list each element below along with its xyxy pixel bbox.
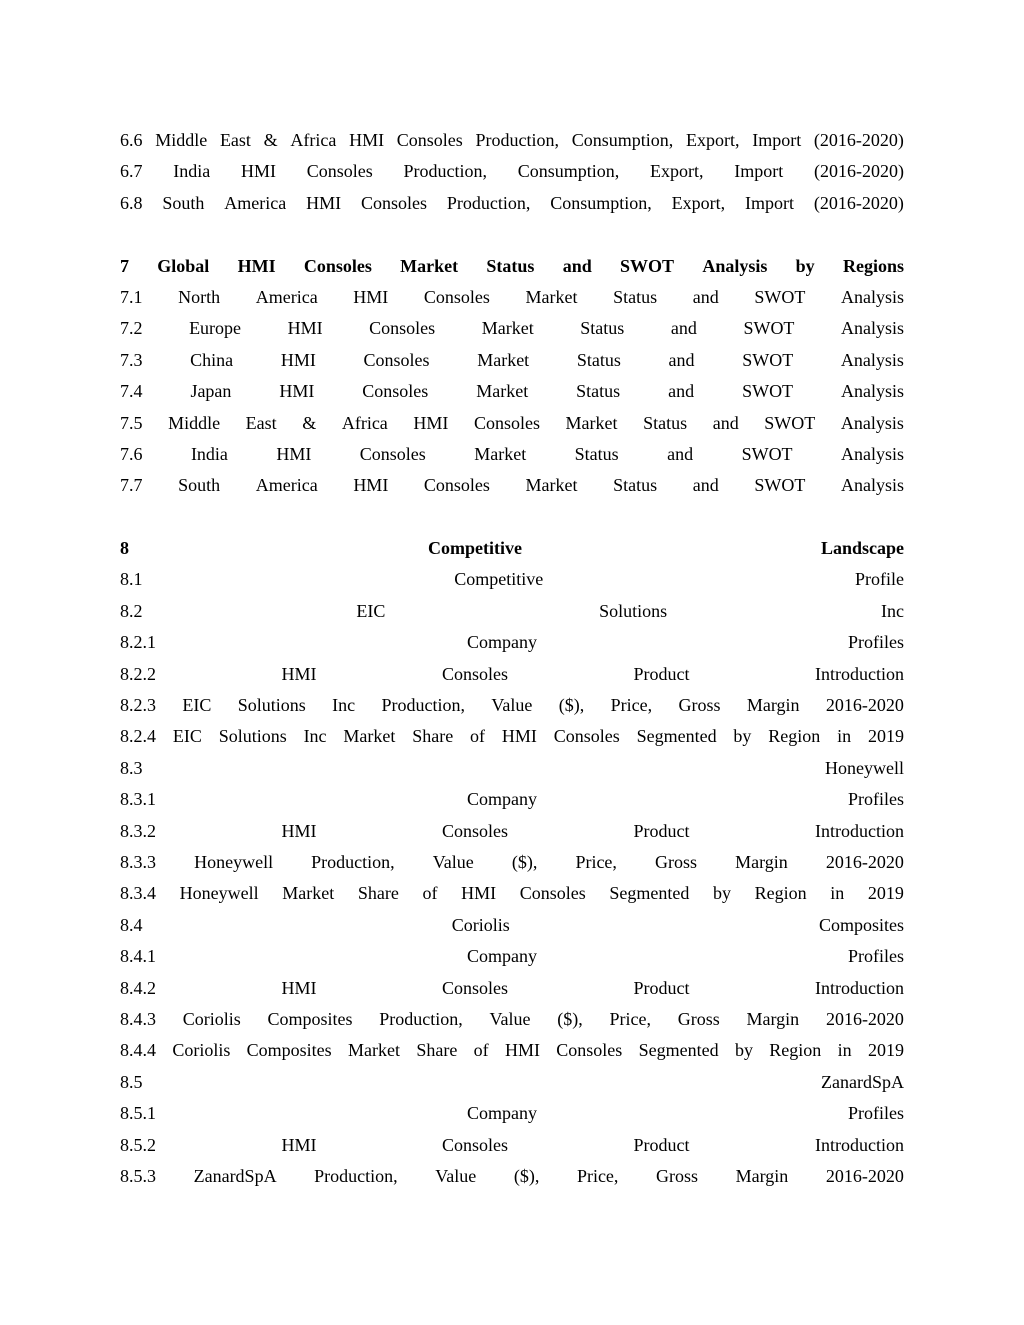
word: Consoles [553,726,620,747]
toc-entry [120,1004,904,1035]
word: HMI [306,192,342,213]
word: (2016-2020) [813,192,904,213]
word: Company [467,1103,537,1124]
word: & [263,130,278,150]
word: Inc [881,600,904,621]
word: HMI [504,1040,540,1061]
word: Inc [303,726,327,747]
word: HMI [413,412,449,433]
word: Global [157,255,210,276]
word: Consoles [556,1040,623,1061]
word: 8.1 [120,569,143,590]
word: 7.3 [120,349,143,370]
word: Composites [246,1040,332,1061]
section-heading [120,251,904,282]
word: (2016-2020) [813,130,904,150]
word: Consumption, [550,192,652,213]
word: Introduction [815,1134,904,1155]
word: America [255,286,318,307]
word: Consoles [369,318,436,339]
word: Price, [576,1165,619,1186]
word: 7.2 [120,318,143,339]
word: Gross [655,851,698,872]
word: Margin [735,1165,789,1186]
word: HMI [287,318,323,339]
word: 8.4 [120,914,143,935]
word: North [178,286,221,307]
word: Consoles [423,475,490,496]
word: Company [467,632,537,653]
word: ZanardSpA [193,1165,277,1186]
word: Region [769,1040,822,1061]
word: Region [754,883,807,904]
word: HMI [461,883,497,904]
word: Status [613,475,658,496]
word: Profiles [848,632,904,653]
word: Japan [190,381,232,402]
word: America [224,192,287,213]
word: SWOT [741,443,793,464]
word: Honeywell [194,851,274,872]
word: 2016-2020 [825,695,904,716]
word: Composites [818,914,904,935]
word: Import [734,161,784,182]
word: 7.7 [120,475,143,496]
word: Consoles [423,286,490,307]
toc-entry [120,973,904,1004]
toc-entry [120,1130,904,1161]
word: by [795,255,815,276]
word: HMI [353,286,389,307]
word: Consoles [360,192,427,213]
word: Margin [746,695,800,716]
word: 8 [120,538,129,559]
word: by [734,1040,753,1061]
word: 7 [120,255,129,276]
word: Introduction [815,663,904,684]
toc-entry [120,784,904,815]
toc-entry [120,313,904,344]
word: by [712,883,731,904]
word: India [173,161,211,182]
word: Gross [678,695,721,716]
word: Status [576,349,621,370]
word: Analysis [840,349,904,370]
word: SWOT [742,381,794,402]
word: SWOT [754,475,806,496]
word: Export, [685,130,740,150]
word: Europe [189,318,242,339]
word: Margin [735,851,788,872]
word: Value [435,1165,477,1186]
word: Africa [341,412,388,433]
word: Production, [314,1165,398,1186]
word: Profiles [848,946,904,967]
toc-entry [120,345,904,376]
word: Segmented [609,883,690,904]
word: EIC [172,726,202,747]
word: SWOT [743,318,795,339]
word: 8.2.1 [120,632,156,653]
word: of [422,883,438,904]
word: 8.5 [120,1071,143,1092]
word: Market [477,349,530,370]
word: 6.6 [120,130,143,150]
toc-entry [120,690,904,721]
word: 8.2.4 [120,726,156,747]
word: HMI [281,663,317,684]
toc-entry [120,627,904,658]
word: HMI [349,130,385,150]
word: 8.3 [120,757,143,778]
blank-line [120,502,904,533]
word: Share [416,1040,458,1061]
word: Production, [311,851,395,872]
toc-entry [120,282,904,313]
word: Status [486,255,535,276]
word: Market [481,318,534,339]
word: 8.2 [120,600,143,621]
word: Consumption, [517,161,620,182]
word: Price, [575,851,617,872]
word: Coriolis [182,1008,241,1029]
word: Consoles [363,349,430,370]
word: Solutions [237,695,306,716]
toc-entry [120,156,904,187]
blank-line [120,219,904,250]
word: SWOT [764,412,816,433]
word: of [473,1040,489,1061]
word: ($), [557,1008,583,1029]
word: Import [745,192,795,213]
word: and [670,318,697,339]
word: Production, [403,161,487,182]
word: Market [348,1040,400,1061]
word: East [219,130,251,150]
word: Analysis [840,286,904,307]
word: Market [525,475,578,496]
word: Honeywell [825,757,904,778]
word: 8.4.4 [120,1040,156,1061]
word: Product [633,820,690,841]
word: in [837,1040,852,1061]
toc-entry [120,596,904,627]
word: Value [491,695,533,716]
word: Consoles [519,883,586,904]
word: Value [432,851,474,872]
word: & [302,412,317,433]
section-heading [120,533,904,564]
word: 7.4 [120,381,143,402]
word: EIC [356,600,386,621]
word: 8.2.3 [120,695,156,716]
word: Product [633,977,690,998]
word: and [667,443,694,464]
word: Consoles [303,255,372,276]
word: 2016-2020 [825,851,904,872]
word: Market [400,255,459,276]
word: Consoles [359,443,426,464]
toc-entry [120,564,904,595]
word: 6.8 [120,192,143,213]
word: Region [768,726,821,747]
word: Consoles [442,977,509,998]
word: Analysis [841,381,904,402]
word: Export, [650,161,704,182]
word: HMI [240,161,276,182]
word: in [830,883,845,904]
word: Status [576,381,621,402]
word: ($), [513,1165,540,1186]
word: Coriolis [172,1040,231,1061]
word: Production, [475,130,560,150]
word: Consoles [362,381,429,402]
toc-entry [120,1067,904,1098]
word: ($), [558,695,585,716]
word: Honeywell [179,883,259,904]
toc-entry [120,878,904,909]
word: Analysis [840,475,904,496]
word: Analysis [841,318,904,339]
word: Landscape [820,538,904,559]
word: HMI [276,443,312,464]
word: 8.4.1 [120,946,156,967]
word: HMI [281,1134,317,1155]
word: and [668,349,695,370]
word: Introduction [815,820,904,841]
word: 8.3.2 [120,820,156,841]
word: 7.5 [120,412,143,433]
word: ZanardSpA [821,1071,904,1092]
word: Market [565,412,618,433]
toc-entry [120,659,904,690]
word: America [255,475,318,496]
word: 8.3.4 [120,883,156,904]
word: Price, [609,1008,651,1029]
word: Middle [168,412,221,433]
toc-entry [120,470,904,501]
word: HMI [280,349,316,370]
word: Profiles [848,1103,904,1124]
toc-entry [120,439,904,470]
word: 8.2.2 [120,663,156,684]
word: Export, [671,192,726,213]
word: 7.6 [120,443,143,464]
toc-entry [120,188,904,219]
word: 8.5.1 [120,1103,156,1124]
word: Price, [610,695,653,716]
word: Competitive [427,538,522,559]
word: South [178,475,221,496]
word: 8.5.2 [120,1134,156,1155]
word: Consoles [442,820,509,841]
word: Consoles [396,130,463,150]
word: Competitive [454,569,544,590]
word: Production, [379,1008,463,1029]
word: Segmented [638,1040,719,1061]
word: and [712,412,739,433]
toc-entry [120,1035,904,1066]
word: Import [752,130,802,150]
word: 8.3.3 [120,851,156,872]
word: and [668,381,695,402]
word: Market [525,286,578,307]
word: Status [580,318,625,339]
word: 2016-2020 [825,1008,904,1029]
toc-entry [120,910,904,941]
word: Product [633,1134,690,1155]
word: 2019 [867,883,904,904]
word: 2019 [867,1040,904,1061]
word: East [245,412,277,433]
word: by [733,726,752,747]
word: Status [643,412,688,433]
word: HMI [281,977,317,998]
toc-entry [120,847,904,878]
toc-entry [120,721,904,752]
word: SWOT [742,349,794,370]
word: 8.3.1 [120,789,156,810]
word: Analysis [702,255,768,276]
toc-entry [120,125,904,156]
word: Consoles [306,161,373,182]
word: Market [282,883,335,904]
word: Analysis [841,443,904,464]
word: 7.1 [120,286,143,307]
toc-entry [120,1098,904,1129]
word: 8.4.2 [120,977,156,998]
word: 8.4.3 [120,1008,156,1029]
table-of-contents [120,125,904,1192]
word: Composites [267,1008,353,1029]
word: (2016-2020) [814,161,904,182]
word: Margin [746,1008,800,1029]
word: Gross [677,1008,720,1029]
word: Status [613,286,658,307]
word: Market [474,443,527,464]
word: China [190,349,234,370]
word: Profile [855,569,904,590]
word: of [470,726,486,747]
word: Solutions [218,726,287,747]
word: Segmented [636,726,717,747]
word: Share [412,726,454,747]
word: HMI [237,255,276,276]
word: 6.7 [120,161,143,182]
word: Africa [290,130,337,150]
word: SWOT [620,255,675,276]
word: and [692,286,719,307]
word: Consoles [473,412,540,433]
word: Solutions [599,600,668,621]
word: Product [633,663,690,684]
toc-entry [120,1161,904,1192]
word: Consumption, [571,130,674,150]
word: Analysis [840,412,904,433]
word: Profiles [848,789,904,810]
toc-entry [120,941,904,972]
word: Middle [155,130,208,150]
word: Regions [842,255,904,276]
word: in [837,726,852,747]
word: SWOT [754,286,806,307]
word: Gross [656,1165,699,1186]
word: Value [489,1008,531,1029]
word: Status [574,443,619,464]
toc-entry [120,408,904,439]
word: Production, [381,695,466,716]
word: HMI [281,820,317,841]
word: 2016-2020 [825,1165,904,1186]
word: Share [357,883,399,904]
word: Coriolis [451,914,510,935]
word: South [162,192,205,213]
toc-entry [120,376,904,407]
word: India [190,443,228,464]
word: HMI [279,381,315,402]
word: 2019 [867,726,904,747]
word: Consoles [442,663,509,684]
toc-entry [120,816,904,847]
word: Company [467,789,537,810]
word: Market [476,381,529,402]
word: Company [467,946,537,967]
word: Inc [332,695,356,716]
word: Introduction [815,977,904,998]
word: and [562,255,592,276]
word: and [692,475,719,496]
word: HMI [353,475,389,496]
word: Consoles [442,1134,509,1155]
word: 8.5.3 [120,1165,156,1186]
toc-entry [120,753,904,784]
word: ($), [511,851,538,872]
word: Market [343,726,396,747]
word: Production, [446,192,531,213]
word: EIC [182,695,212,716]
word: HMI [501,726,537,747]
